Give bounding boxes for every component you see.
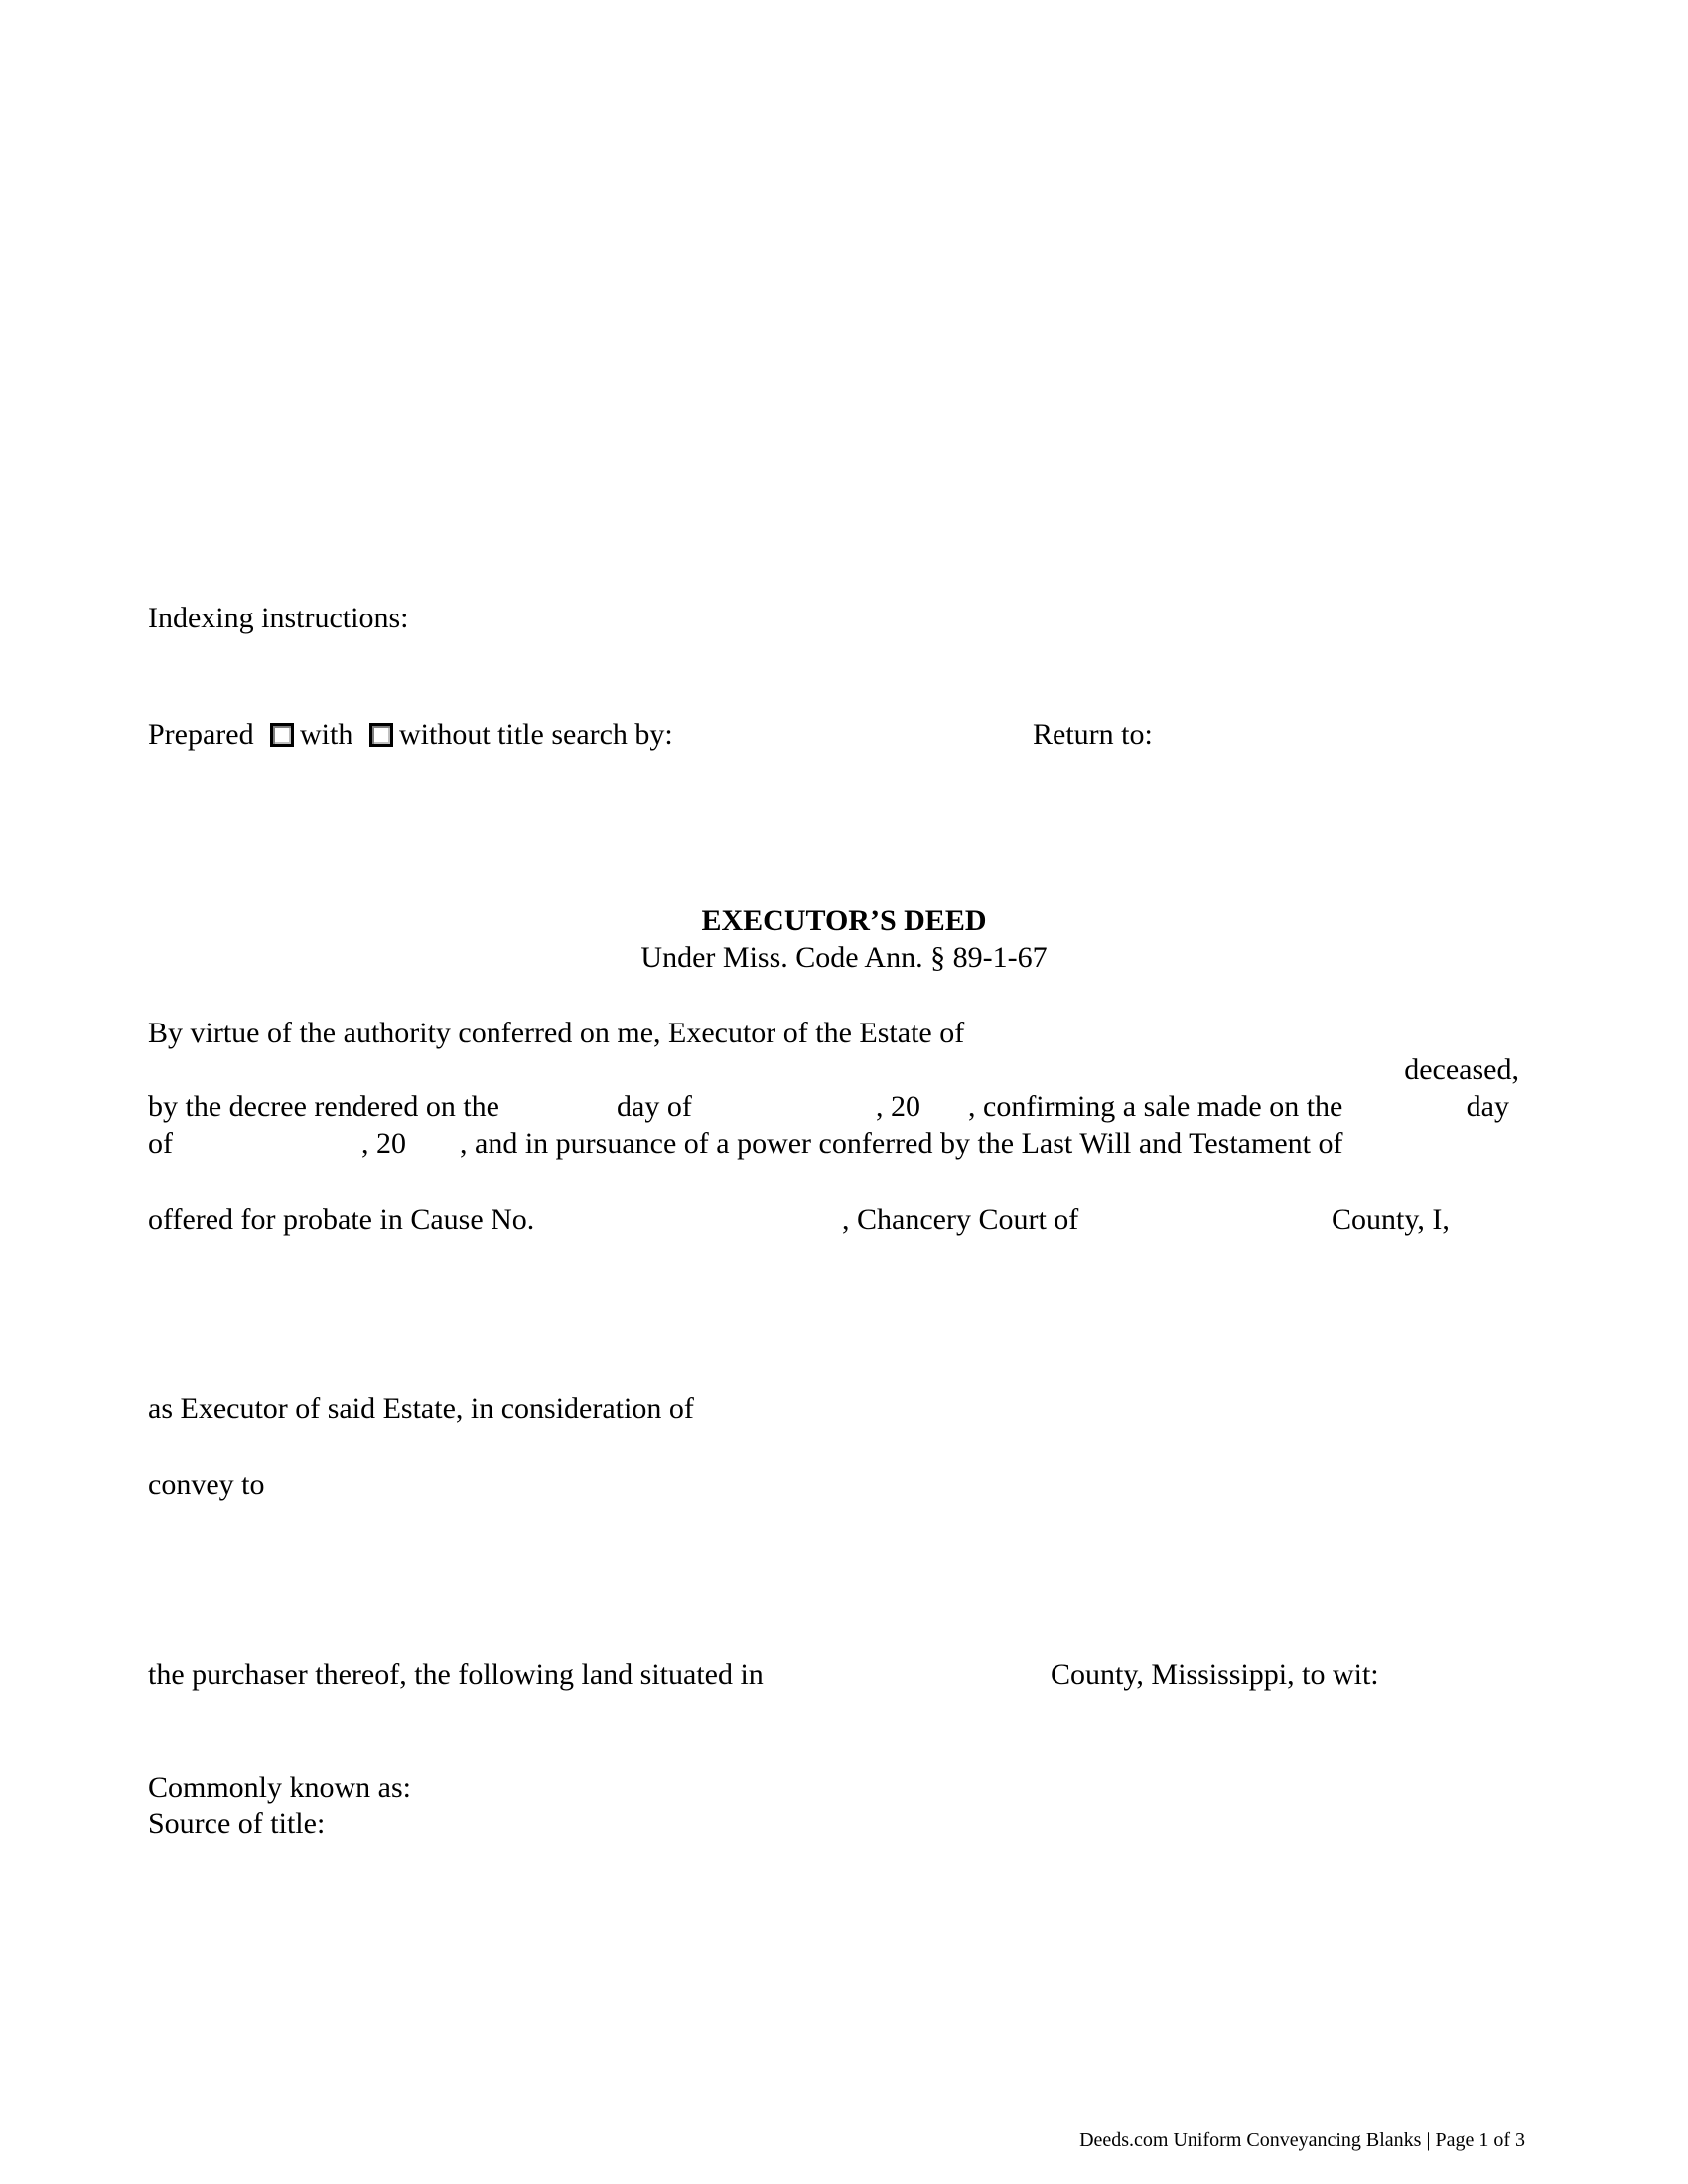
land-situated-text: the purchaser thereof, the following land situated in bbox=[148, 1658, 764, 1691]
confirming-sale-text: , confirming a sale made on the bbox=[968, 1090, 1343, 1123]
commonly-known-label: Commonly known as: bbox=[148, 1771, 412, 1804]
deceased-text: deceased, bbox=[1404, 1053, 1519, 1086]
consideration-text: as Executor of said Estate, in consideration of bbox=[148, 1392, 694, 1425]
sale-day-text: day bbox=[1466, 1090, 1509, 1123]
decree-day-of-text: day of bbox=[617, 1090, 692, 1123]
prepared-label: Prepared bbox=[148, 718, 254, 751]
cause-no-text: offered for probate in Cause No. bbox=[148, 1203, 535, 1236]
last-will-text: , and in pursuance of a power conferred by the Last Will and Testament of bbox=[460, 1127, 1343, 1160]
source-of-title-label: Source of title: bbox=[148, 1807, 326, 1840]
statute-subtitle: Under Miss. Code Ann. § 89-1-67 bbox=[640, 941, 1048, 974]
decree-year-text: , 20 bbox=[876, 1090, 920, 1123]
without-title-search-checkbox[interactable] bbox=[369, 723, 393, 747]
decree-text: by the decree rendered on the bbox=[148, 1090, 499, 1123]
with-label: with bbox=[300, 718, 353, 751]
return-to-label: Return to: bbox=[1033, 718, 1153, 751]
page-footer: Deeds.com Uniform Conveyancing Blanks | Page 1 of 3 bbox=[1079, 2129, 1525, 2151]
sale-year-text: , 20 bbox=[361, 1127, 406, 1160]
authority-text: By virtue of the authority conferred on me, Executor of the Estate of bbox=[148, 1017, 965, 1049]
county-i-text: County, I, bbox=[1332, 1203, 1450, 1236]
page-title: EXECUTOR’S DEED bbox=[701, 904, 987, 937]
chancery-court-text: , Chancery Court of bbox=[842, 1203, 1079, 1236]
indexing-instructions-label: Indexing instructions: bbox=[148, 602, 409, 634]
without-title-search-label: without title search by: bbox=[399, 718, 673, 751]
county-mississippi-text: County, Mississippi, to wit: bbox=[1051, 1658, 1379, 1691]
with-title-search-checkbox[interactable] bbox=[270, 723, 294, 747]
convey-to-text: convey to bbox=[148, 1468, 265, 1501]
sale-of-text: of bbox=[148, 1127, 173, 1160]
